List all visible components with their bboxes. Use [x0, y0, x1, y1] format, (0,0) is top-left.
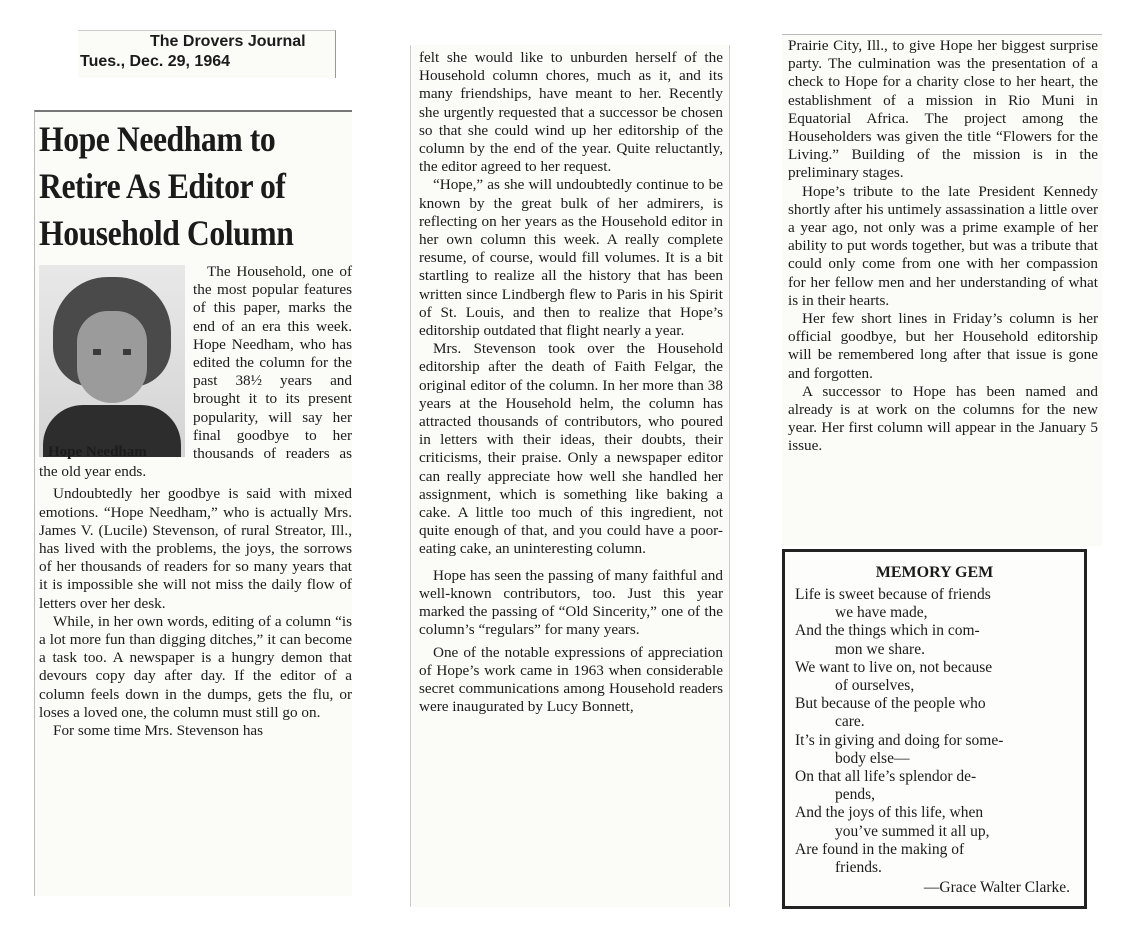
paragraph: While, in her own words, editing of a column “is a lot more fun than digging ditches,” it can become a task too. A newspaper is a hungry demon that devours copy day after day. If the editor of a column feels down in the dumps, gets the flu, or loses a loved one, the column must still go on.: [39, 612, 352, 721]
paragraph: Prairie City, Ill., to give Hope her biggest surprise party. The culmination was the presentation of a check to Hope for a charity close to her heart, the establishment of a mission in Rio Muni in Equatorial Africa. The project among the Householders was given the title “Flowers for the Living.” Building of the mission is in the preliminary stages.: [788, 37, 1098, 182]
newspaper-name: The Drovers Journal: [150, 33, 306, 50]
poem-line: friends.: [835, 859, 882, 877]
poem-author: —Grace Walter Clarke.: [923, 879, 1070, 897]
poem-line: On that all life’s splendor de-: [795, 768, 977, 786]
memory-gem-box: [782, 549, 1087, 909]
article-column-1: [34, 110, 352, 896]
paragraph: felt she would like to unburden herself of the Household column chores, much as it, and its many friendships, have meant to her. Recently she urgently requested that a successor be chosen so that she could wind up her editorship of the column by the end of the year. Quite reluctantly, the editor agreed to her request.: [419, 49, 723, 176]
poem-line: pends,: [835, 786, 876, 804]
article-column-3: [782, 34, 1102, 546]
poem-line: body else—: [835, 749, 910, 767]
poem-line: And the joys of this life, when: [795, 804, 984, 822]
paragraph: Mrs. Stevenson took over the Household editorship after the death of Faith Felgar, the original editor of the column. In her more than 38 years at the Household helm, the column has attracted thousands of contributors, who poured in letters with their ideas, their doubts, their criticisms, their praise. Only a newspaper editor can really appreciate how well she handled her assignment, which is something like baking a cake. A little too much of this ingredient, not quite enough of that, and you could have a poor-eating cake, an uninteresting column.: [419, 340, 723, 558]
poem-line: care.: [835, 713, 865, 731]
paragraph: One of the notable expressions of appreciation of Hope’s work came in 1963 when considerable secret communications among Household readers were inaugurated by Lucy Bonnett,: [419, 643, 723, 716]
photo-caption: Hope Needham: [48, 444, 147, 460]
article-column-2: [410, 45, 730, 907]
headline-line-3: Household Column: [39, 213, 294, 253]
memory-gem-title: MEMORY GEM: [875, 564, 994, 581]
poem-line: of ourselves,: [835, 677, 915, 695]
issue-date: Tues., Dec. 29, 1964: [80, 53, 231, 70]
masthead: [78, 30, 336, 78]
poem-line: you’ve summed it all up,: [835, 822, 990, 840]
paragraph: Her few short lines in Friday’s column is her official goodbye, but her Household editorship will be remembered long after that issue is gone and forgotten.: [788, 310, 1098, 382]
poem-line: But because of the people who: [795, 695, 986, 713]
poem-line: And the things which in com-: [795, 622, 980, 640]
poem-line: We want to live on, not because: [795, 658, 993, 676]
headline-line-2: Retire As Editor of: [39, 166, 286, 206]
headline-line-1: Hope Needham to: [39, 119, 276, 159]
paragraph: A successor to Hope has been named and already is at work on the columns for the new year. Her first column will appear in the January 5 issue.: [788, 382, 1098, 455]
poem-line: Life is sweet because of friends: [795, 586, 991, 603]
poem-line: we have made,: [835, 604, 928, 622]
poem-line: It’s in giving and doing for some-: [795, 731, 1004, 749]
poem-line: mon we share.: [835, 640, 925, 658]
headline: [39, 116, 356, 257]
portrait-photo: [39, 265, 185, 457]
paragraph: Hope has seen the passing of many faithful and well-known contributors, too. Just this year marked the passing of “Old Sincerity,” one of the column’s “regulars” for many years.: [419, 566, 723, 639]
poem-line: Are found in the making of: [795, 840, 965, 858]
paragraph: The Household, one of the most popular features of this paper, marks the end of an era this week. Hope Needham, who has edited the column for the past 38½ years and brought it to its present popularity, will say her final goodbye to her thousands of readers as the old year ends.: [39, 263, 352, 481]
paragraph: Undoubtedly her goodbye is said with mixed emotions. “Hope Needham,” who is actually Mrs. James V. (Lucile) Stevenson, of rural Streator, Ill., has lived with the problems, the joys, the sorrows of her thousands of readers for so many years that it is impossible she will not miss the daily flow of letters over her desk.: [39, 485, 352, 612]
paragraph: Hope’s tribute to the late President Kennedy shortly after his untimely assassination a little over a year ago, not only was a prime example of her ability to put words together, but was a tribute that could only come from one with her compassion for her fellow men and her understanding of what is in their hearts.: [788, 182, 1098, 309]
paragraph: “Hope,” as she will undoubtedly continue to be known by the great bulk of her admirers, is reflecting on her years as the Household editor in her own column this week. A really complete resume, of course, would fill volumes. It is a bit startling to realize all the history that has been written since Lindbergh flew to Paris in his Spirit of St. Louis, and then to realize that Hope’s editorship outdated that flight nearly a year.: [419, 176, 723, 340]
paragraph: For some time Mrs. Stevenson has: [53, 722, 264, 740]
